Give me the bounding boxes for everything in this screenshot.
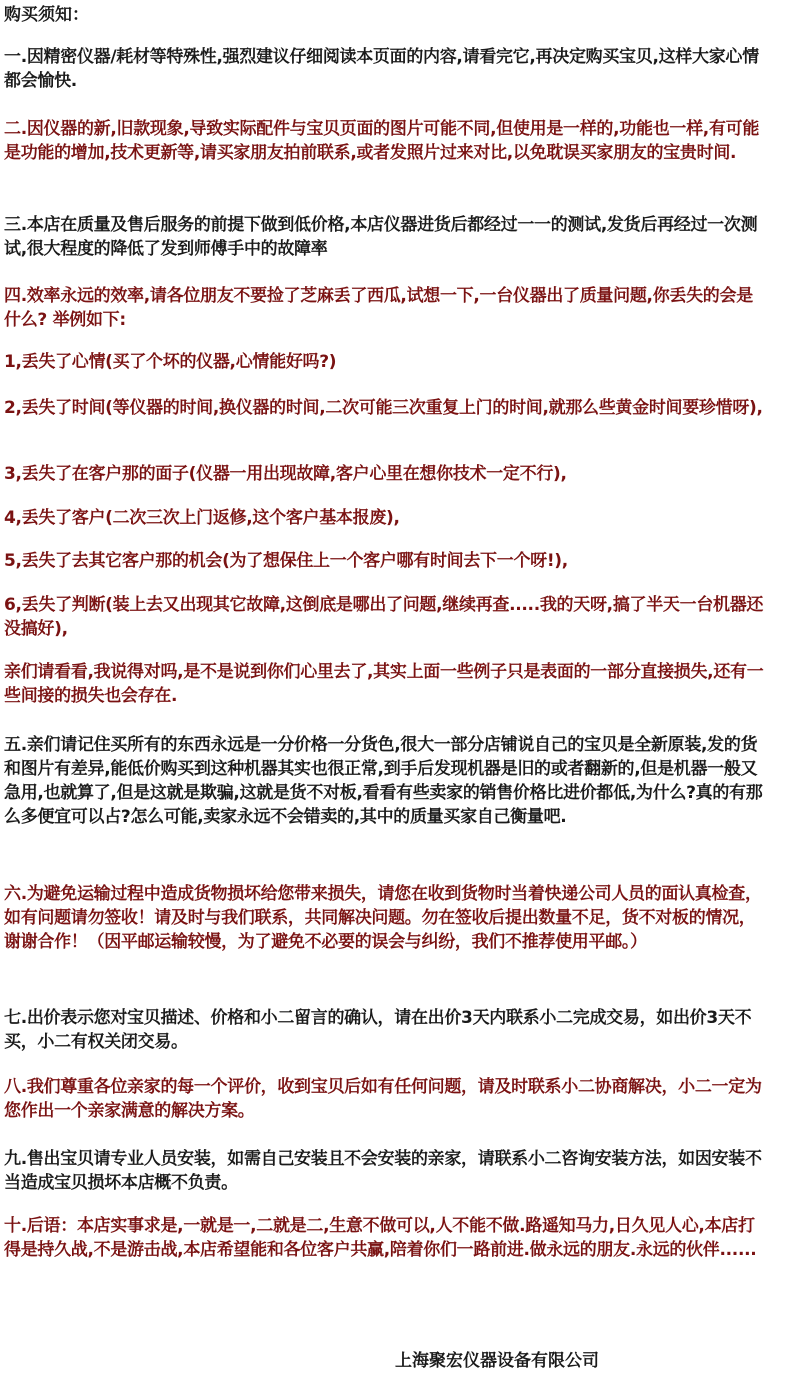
notice-item-9: 九.售出宝贝请专业人员安装，如需自己安装且不会安装的亲家，请联系小二咨询安装方法，如因安装不当造成宝贝损坏本店概不负责。 <box>4 1149 762 1193</box>
notice-item-6: 六.为避免运输过程中造成货物损坏给您带来损失，请您在收到货物时当着快递公司人员的面认真检查，如有问题请勿签收！请及时与我们联系，共同解决问题。勿在签收后提出数量不足，货不对板的情况，谢谢合作！（因平邮运输较慢，为了避免不必要的误会与纠纷，我们不推荐使用平邮。） <box>4 884 762 952</box>
notice-item-4: 四.效率永远的效率,请各位朋友不要捡了芝麻丢了西瓜,试想一下,一台仪器出了质量问题,你丢失的会是什么? 举例如下: <box>4 286 753 330</box>
example-2: 2,丢失了时间(等仪器的时间,换仪器的时间,二次可能三次重复上门的时间,就那么些黄金时间要珍惜呀), <box>4 398 763 418</box>
company-name: 上海聚宏仪器设备有限公司 <box>395 1351 599 1371</box>
notice-item-3: 三.本店在质量及售后服务的前提下做到低价格,本店仪器进货后都经过一一的测试,发货后再经过一次测试,很大程度的降低了发到师傅手中的故障率 <box>4 215 758 259</box>
example-1: 1,丢失了心情(买了个坏的仪器,心情能好吗?) <box>4 352 337 372</box>
notice-item-1: 一.因精密仪器/耗材等特殊性,强烈建议仔细阅读本页面的内容,请看完它,再决定购买宝贝,这样大家心情都会愉快. <box>4 47 759 91</box>
page-title: 购买须知： <box>4 5 89 25</box>
notice-item-7: 七.出价表示您对宝贝描述、价格和小二留言的确认，请在出价3天内联系小二完成交易，如出价3天不买，小二有权关闭交易。 <box>4 1008 752 1052</box>
example-3: 3,丢失了在客户那的面子(仪器一用出现故障,客户心里在想你技术一定不行), <box>4 464 567 484</box>
example-6: 6,丢失了判断(装上去又出现其它故障,这倒底是哪出了问题,继续再查.....我的天呀,搞了半天一台机器还没搞好), <box>4 595 764 639</box>
example-5: 5,丢失了去其它客户那的机会(为了想保住上一个客户哪有时间去下一个呀!), <box>4 551 568 571</box>
notice-item-10: 十.后语：本店实事求是,一就是一,二就是二,生意不做可以,人不能不做.路遥知马力,日久见人心,本店打得是持久战,不是游击战,本店希望能和各位客户共赢,陪着你们一路前进.做永远的朋友.永远的伙伴...... <box>4 1216 757 1260</box>
example-4: 4,丢失了客户(二次三次上门返修,这个客户基本报废), <box>4 508 400 528</box>
notice-item-5: 五.亲们请记住买所有的东西永远是一分价格一分货色,很大一部分店铺说自己的宝贝是全新原装,发的货和图片有差异,能低价购买到这种机器其实也很正常,到手后发现机器是旧的或者翻新的,但是机器一般又急用,也就算了,但是这就是欺骗,这就是货不对板,看看有些卖家的销售价格比进价都低,为什么?真的有那么多便宜可以占?怎么可能,卖家永远不会错卖的,其中的质量买家自己衡量吧. <box>4 735 763 827</box>
notice-item-8: 八.我们尊重各位亲家的每一个评价，收到宝贝后如有任何问题，请及时联系小二协商解决，小二一定为您作出一个亲家满意的解决方案。 <box>4 1077 762 1121</box>
summary-paragraph: 亲们请看看,我说得对吗,是不是说到你们心里去了,其实上面一些例子只是表面的一部分直接损失,还有一些间接的损失也会存在. <box>4 662 764 706</box>
notice-item-2: 二.因仪器的新,旧款现象,导致实际配件与宝贝页面的图片可能不同,但使用是一样的,功能也一样,有可能是功能的增加,技术更新等,请买家朋友拍前联系,或者发照片过来对比,以免耽误买家朋友的宝贵时间. <box>4 119 760 163</box>
